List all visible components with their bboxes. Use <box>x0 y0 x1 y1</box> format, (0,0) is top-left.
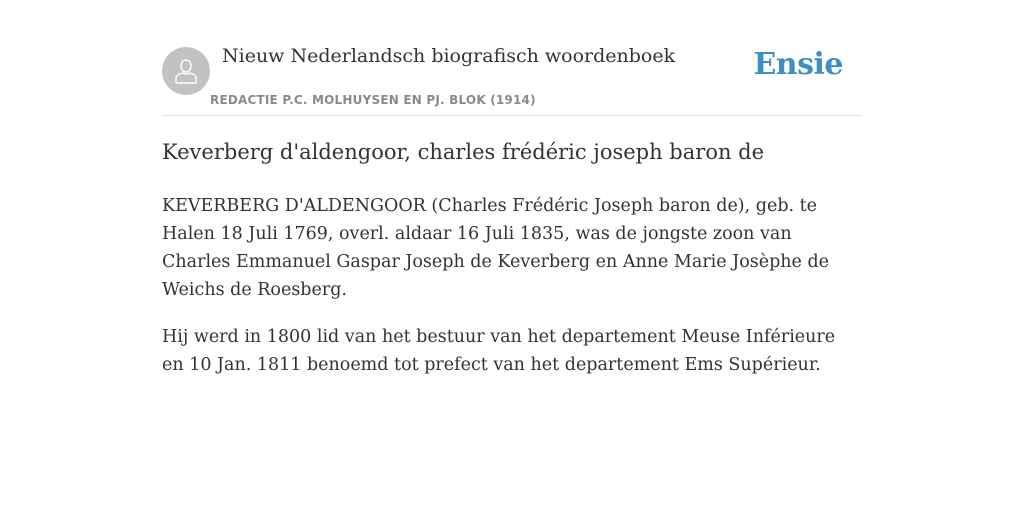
book-title-link[interactable]: Nieuw Nederlandsch biografisch woordenboek <box>222 45 676 67</box>
entry-body <box>162 192 862 398</box>
page-container <box>162 0 862 375</box>
editors-label: REDACTIE P.C. MOLHUYSEN EN PJ. BLOK (1914) <box>210 93 536 107</box>
paragraph: Hij werd in 1800 lid van het bestuur van het departement Meuse Inférieure en 10 Jan. 1811 benoemd tot prefect van het departement Ems Supérieur. <box>162 327 836 375</box>
source-header <box>162 0 862 116</box>
paragraph: KEVERBERG D'ALDENGOOR (Charles Frédéric Joseph baron de), geb. te Halen 18 Juli 1769, overl. aldaar 16 Juli 1835, was de jongste zoon van Charles Emmanuel Gaspar Joseph de Keverberg en Anne Marie Josèphe de Weichs de Roesberg. <box>162 196 830 300</box>
avatar <box>162 47 210 95</box>
ensie-logo[interactable]: Ensie <box>753 47 843 82</box>
user-silhouette-icon <box>173 57 199 85</box>
entry-title: Keverberg d'aldengoor, charles frédéric joseph baron de <box>162 140 765 164</box>
